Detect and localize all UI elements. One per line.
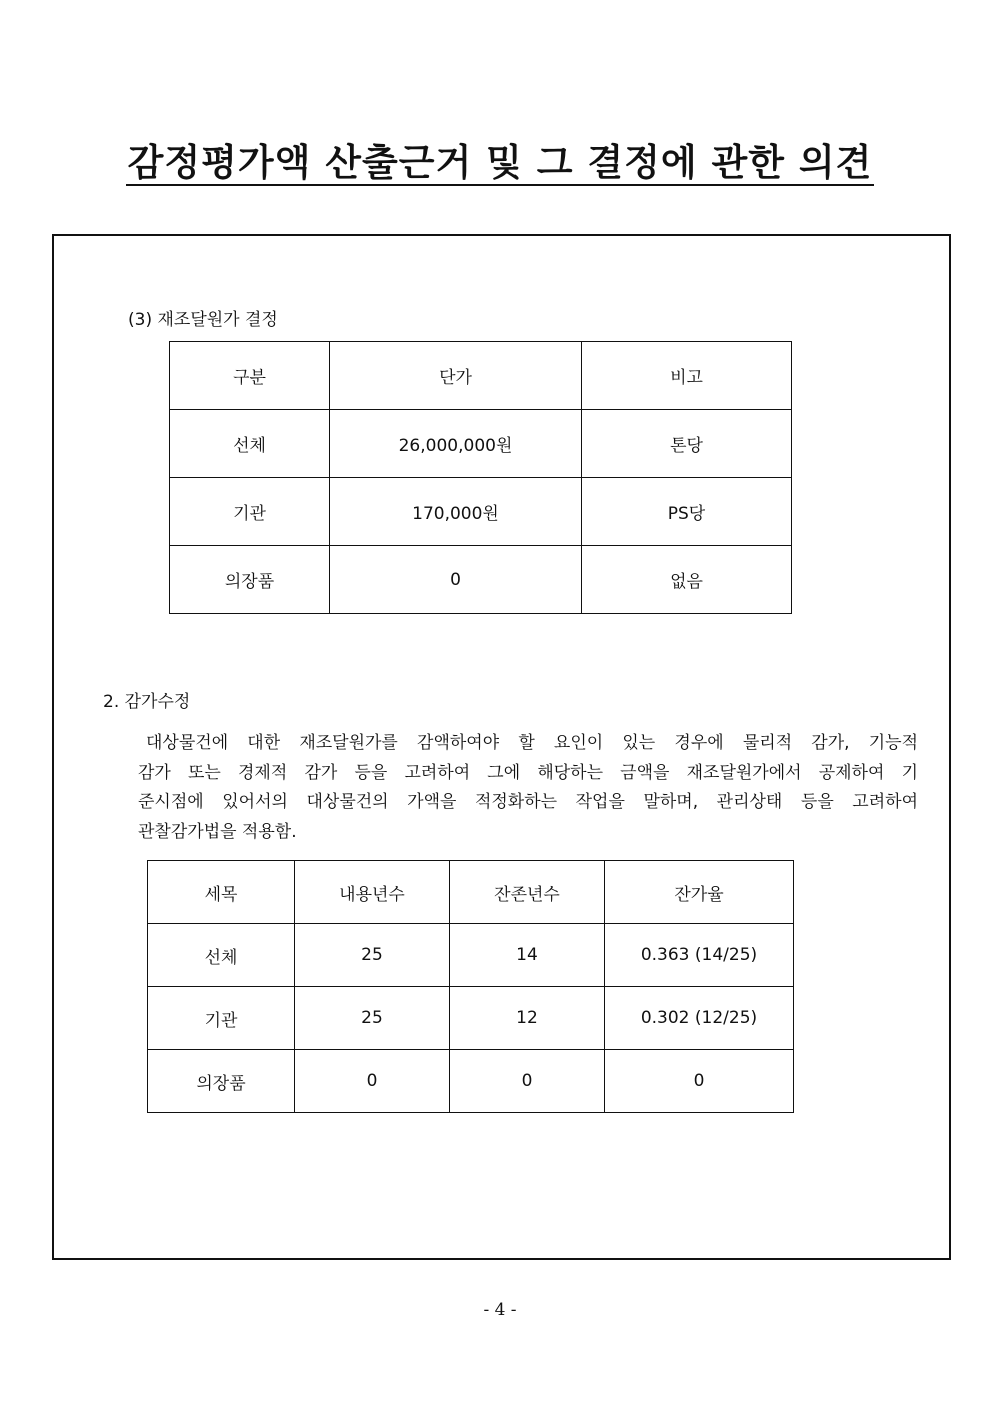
paragraph-line: 대상물건에 대한 재조달원가를 감액하여야 할 요인이 있는 경우에 물리적 감가, 기능적 xyxy=(146,733,918,753)
table-row xyxy=(148,1050,794,1113)
table-cell: 25 xyxy=(295,987,450,1050)
table-cell: 14 xyxy=(450,924,605,987)
table-cell: 0 xyxy=(605,1050,794,1113)
table-cell: 170,000원 xyxy=(330,478,582,546)
page-title xyxy=(0,137,1000,189)
paragraph-line: 감가 또는 경제적 감가 등을 고려하여 그에 해당하는 금액을 재조달원가에서 공제하여 기 xyxy=(138,762,918,783)
table-header-row xyxy=(170,342,792,410)
table-cell: 26,000,000원 xyxy=(330,410,582,478)
table-cell: 12 xyxy=(450,987,605,1050)
table-cell: 기관 xyxy=(170,478,330,546)
table-cell: 0 xyxy=(450,1050,605,1113)
table-row xyxy=(148,987,794,1050)
table-cell: 선체 xyxy=(148,924,295,987)
table-cell: 0.363 (14/25) xyxy=(605,924,794,987)
table-header-row xyxy=(148,861,794,924)
column-header-remaining-life: 잔존년수 xyxy=(450,861,605,924)
column-header-item: 세목 xyxy=(148,861,295,924)
page-number: - 4 - xyxy=(483,1300,517,1320)
depreciation-description xyxy=(138,729,918,847)
depreciation-table xyxy=(147,860,794,1113)
column-header-category: 구분 xyxy=(170,342,330,410)
table-cell: 의장품 xyxy=(170,546,330,614)
table-row xyxy=(148,924,794,987)
paragraph-line: 관찰감가법을 적용함. xyxy=(138,821,297,842)
table-row xyxy=(170,546,792,614)
page-title-text: 감정평가액 산출근거 및 그 결정에 관한 의견 xyxy=(127,141,873,184)
table-cell: 0 xyxy=(330,546,582,614)
table-cell: 톤당 xyxy=(582,410,792,478)
table-cell: 기관 xyxy=(148,987,295,1050)
column-header-residual-rate: 잔가율 xyxy=(605,861,794,924)
table-cell: 0.302 (12/25) xyxy=(605,987,794,1050)
section-heading-replacement-cost: (3) 재조달원가 결정 xyxy=(128,310,278,330)
replacement-cost-table xyxy=(169,341,792,614)
table-cell: 선체 xyxy=(170,410,330,478)
table-cell: 25 xyxy=(295,924,450,987)
table-row xyxy=(170,410,792,478)
paragraph-line: 준시점에 있어서의 대상물건의 가액을 적정화하는 작업을 말하며, 관리상태 등을 고려하여 xyxy=(138,792,918,812)
column-header-remarks: 비고 xyxy=(582,342,792,410)
table-row xyxy=(170,478,792,546)
column-header-useful-life: 내용년수 xyxy=(295,861,450,924)
table-cell: 의장품 xyxy=(148,1050,295,1113)
section-heading-depreciation: 2. 감가수정 xyxy=(103,692,191,712)
table-cell: 0 xyxy=(295,1050,450,1113)
table-cell: PS당 xyxy=(582,478,792,546)
table-cell: 없음 xyxy=(582,546,792,614)
column-header-unit-price: 단가 xyxy=(330,342,582,410)
